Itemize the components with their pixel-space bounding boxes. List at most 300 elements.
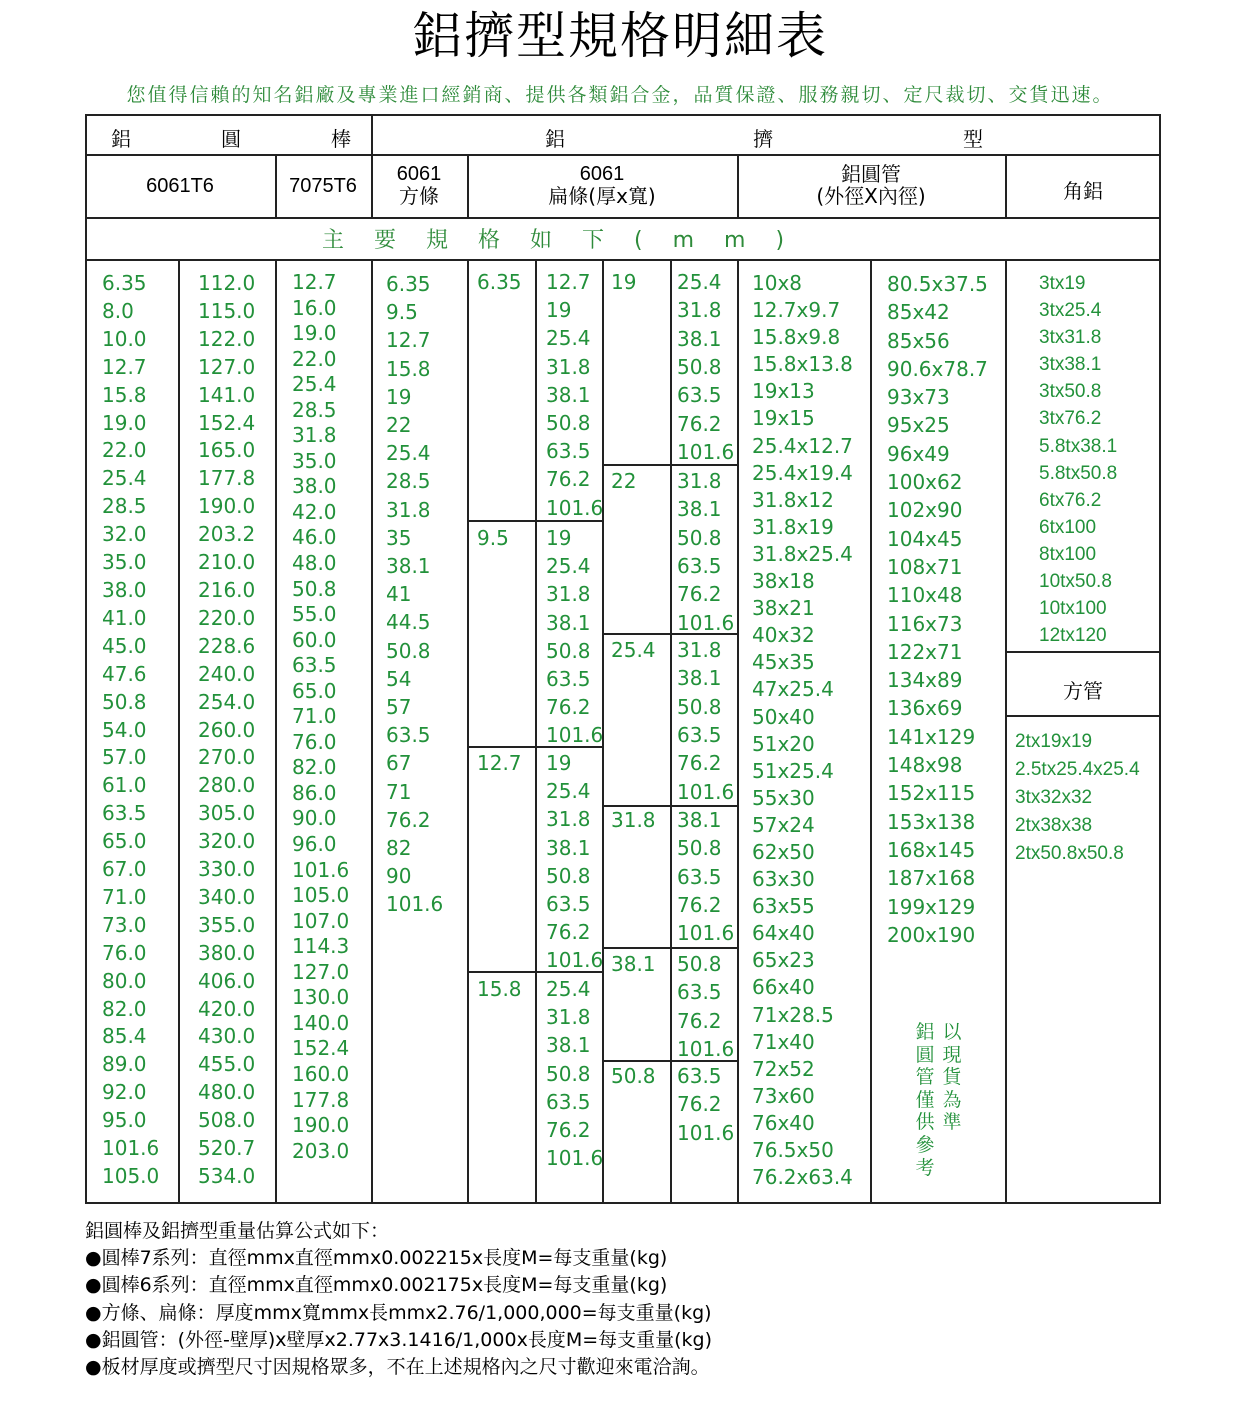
round-6061-col-a	[102, 270, 159, 1191]
spec-value: 71x28.5	[752, 1002, 834, 1027]
spec-value: 101.6	[386, 892, 444, 917]
spec-value: 76.0	[102, 940, 147, 965]
spec-value: 3tx19	[1039, 273, 1086, 294]
flat-width: 50.8	[677, 525, 722, 550]
spec-value: 520.7	[198, 1136, 256, 1161]
spec-value: 12.7	[386, 328, 431, 353]
spec-value: 127.0	[292, 959, 350, 984]
spec-value: 47x25.4	[752, 677, 834, 702]
header-square-line2: 方條	[399, 184, 439, 208]
spec-value: 80.0	[102, 968, 147, 993]
flat-width: 38.1	[677, 497, 722, 522]
spec-value: 38x18	[752, 569, 815, 594]
flat-thickness: 15.8	[477, 977, 522, 1001]
spec-value: 148x98	[887, 753, 963, 778]
spec-value: 240.0	[198, 661, 256, 686]
flat-width: 101.6	[546, 723, 604, 748]
flat-width: 101.6	[677, 610, 735, 635]
spec-value: 190.0	[292, 1113, 350, 1138]
spec-value: 100x62	[887, 470, 963, 495]
flat-width: 76.2	[546, 695, 591, 720]
spec-value: 50.8	[386, 638, 431, 663]
spec-value: 101.6	[292, 857, 350, 882]
body-divider-10	[1005, 259, 1007, 1203]
spec-value: 57x24	[752, 812, 815, 837]
spec-value: 3tx31.8	[1039, 327, 1102, 349]
header-extrusion-char-2: 擠	[753, 127, 773, 151]
header-divider-2	[85, 217, 1161, 219]
flat-width: 31.8	[546, 1005, 591, 1030]
spec-value: 203.2	[198, 522, 256, 547]
spec-value: 19x15	[752, 406, 815, 431]
header-round-tube	[737, 163, 1005, 207]
spec-value: 114.3	[292, 934, 350, 959]
square-tube-col	[1015, 728, 1140, 868]
spec-value: 6.35	[102, 271, 147, 295]
spec-value: 228.6	[198, 633, 256, 658]
header-tube-line2: (外徑X內徑)	[816, 184, 926, 208]
spec-value: 25.4	[386, 441, 431, 466]
header-7075t6: 7075T6	[289, 175, 357, 197]
spec-value: 2.5tx25.4x25.4	[1015, 759, 1140, 780]
spec-value: 63.5	[102, 801, 147, 826]
spec-value: 92.0	[102, 1080, 147, 1105]
spec-value: 3tx50.8	[1039, 381, 1102, 403]
spec-value: 96x49	[887, 441, 950, 466]
spec-value: 85x56	[887, 328, 950, 353]
spec-value: 63x30	[752, 867, 815, 892]
spec-value: 165.0	[198, 438, 256, 463]
flat-width: 101.6	[546, 1146, 604, 1171]
spec-value: 55.0	[292, 602, 337, 627]
round-7075-col	[292, 270, 349, 1164]
spec-value: 60.0	[292, 627, 337, 652]
header-dimensions: 主要規格如下(mm)	[322, 228, 815, 253]
spec-value: 340.0	[198, 884, 256, 909]
header-6061t6: 6061T6	[146, 175, 214, 197]
tube-note-reference: 鋁圓管僅供參考	[915, 1021, 935, 1179]
header-divider-1	[85, 154, 1161, 156]
spec-value: 355.0	[198, 912, 256, 937]
flat-width: 63.5	[546, 667, 591, 691]
flat-width: 76.2	[546, 1118, 591, 1142]
spec-value: 152.4	[198, 410, 256, 435]
spec-value: 107.0	[292, 908, 350, 933]
flat-width: 63.5	[677, 980, 722, 1005]
flat-thickness: 9.5	[477, 526, 509, 550]
spec-value: 15.8	[102, 382, 147, 407]
spec-value: 108x71	[887, 554, 963, 579]
spec-value: 110x48	[887, 583, 963, 608]
spec-value: 280.0	[198, 773, 256, 798]
spec-value: 19	[386, 384, 412, 409]
spec-table	[85, 114, 1161, 1204]
header-flat-bar	[467, 163, 737, 207]
header-angle: 角鋁	[1063, 179, 1103, 203]
header-tube-line1: 鋁圓管	[841, 162, 901, 186]
spec-value: 380.0	[198, 940, 256, 965]
spec-value: 25.4x12.7	[752, 433, 853, 458]
spec-value: 46.0	[292, 525, 337, 550]
spec-value: 15.8x9.8	[752, 325, 841, 350]
angle-col	[1039, 270, 1117, 649]
spec-value: 25.4	[292, 372, 337, 397]
tube-col-b	[887, 270, 988, 949]
spec-value: 76.2x63.4	[752, 1165, 853, 1190]
spec-value: 3tx38.1	[1039, 354, 1102, 376]
spec-value: 8tx100	[1039, 543, 1097, 565]
body-divider-2	[275, 259, 277, 1203]
flat-width: 76.2	[677, 892, 722, 917]
header-flat-line1: 6061	[579, 163, 625, 185]
spec-value: 76x40	[752, 1110, 815, 1135]
spec-value: 71	[386, 779, 412, 804]
spec-value: 480.0	[198, 1080, 256, 1105]
spec-value: 3tx32x32	[1015, 787, 1093, 808]
flat-width: 63.5	[677, 864, 722, 889]
header-round-char-3: 棒	[331, 127, 351, 151]
flat-width: 38.1	[677, 808, 722, 832]
flat-thickness: 12.7	[477, 751, 522, 775]
spec-value: 508.0	[198, 1108, 256, 1133]
spec-value: 25.4	[102, 466, 147, 491]
flat-width: 63.5	[677, 722, 722, 747]
spec-value: 71.0	[292, 704, 337, 729]
spec-value: 177.8	[198, 466, 256, 491]
flat-width: 101.6	[677, 779, 735, 804]
spec-value: 90.0	[292, 806, 337, 831]
spec-value: 305.0	[198, 801, 256, 826]
spec-value: 57.0	[102, 745, 147, 770]
spec-value: 199x129	[887, 894, 976, 919]
note-line: ●板材厚度或擠型尺寸因規格眾多，不在上述規格內之尺寸歡迎來電洽詢。	[85, 1356, 710, 1379]
flat-width: 76.2	[677, 411, 722, 436]
spec-value: 10.0	[102, 326, 147, 351]
spec-value: 220.0	[198, 605, 256, 630]
spec-value: 115.0	[198, 298, 256, 323]
spec-value: 430.0	[198, 1024, 256, 1049]
spec-value: 136x69	[887, 696, 963, 721]
note-line: ●鋁圓管：(外徑-壁厚)x壁厚x2.77x3.1416/1,000x長度M=每支重量(kg)	[85, 1328, 713, 1351]
spec-value: 203.0	[292, 1138, 350, 1163]
square-tube-divider-bottom	[1005, 715, 1161, 717]
flat-width: 101.6	[546, 495, 604, 520]
note-line: ●方條、扁條：厚度mmx寬mmx長mmx2.76/1,000,000=每支重量(kg)	[85, 1301, 712, 1324]
flat-width: 25.4	[546, 977, 591, 1001]
spec-value: 67.0	[102, 857, 147, 882]
flat-width: 50.8	[546, 1061, 591, 1086]
spec-value: 55x30	[752, 785, 815, 810]
spec-value: 76.2	[386, 807, 431, 832]
flat-width: 50.8	[546, 638, 591, 663]
body-divider-4	[467, 259, 469, 1203]
spec-value: 45.0	[102, 633, 147, 658]
spec-value: 95x25	[887, 413, 950, 438]
spec-value: 19x13	[752, 379, 815, 404]
spec-value: 82.0	[292, 755, 337, 780]
header-extrusion-char-1: 鋁	[545, 127, 565, 151]
flat-thickness: 6.35	[477, 270, 522, 294]
spec-value: 187x168	[887, 866, 976, 891]
flat-group-divider	[602, 464, 737, 466]
spec-value: 38.0	[292, 474, 337, 499]
spec-value: 22.0	[102, 438, 147, 463]
spec-value: 122x71	[887, 639, 963, 664]
header-flat-line2: 扁條(厚x寬)	[548, 184, 656, 208]
table-border-bottom	[85, 1202, 1161, 1204]
spec-value: 85x42	[887, 300, 950, 325]
spec-value: 15.8	[386, 356, 431, 381]
spec-value: 127.0	[198, 354, 256, 379]
round-6061-col-b	[198, 270, 255, 1191]
spec-value: 6.35	[386, 272, 431, 296]
spec-value: 15.8x13.8	[752, 352, 853, 377]
spec-value: 16.0	[292, 295, 337, 320]
spec-value: 63.5	[292, 653, 337, 678]
spec-value: 65.0	[292, 678, 337, 703]
spec-value: 62x50	[752, 839, 815, 864]
page-title: 鋁擠型規格明細表	[412, 7, 828, 65]
flat-width: 38.1	[546, 835, 591, 860]
spec-value: 122.0	[198, 326, 256, 351]
spec-value: 2tx38x38	[1015, 815, 1093, 836]
spec-value: 86.0	[292, 780, 337, 805]
spec-value: 38.1	[386, 554, 431, 579]
spec-value: 130.0	[292, 985, 350, 1010]
spec-value: 31.8x12	[752, 487, 834, 512]
flat-width: 25.4	[677, 270, 722, 294]
spec-value: 102x90	[887, 498, 963, 523]
flat-thickness: 38.1	[611, 952, 656, 976]
spec-value: 330.0	[198, 857, 256, 882]
spec-value: 19.0	[292, 321, 337, 346]
spec-value: 12tx120	[1039, 625, 1107, 647]
spec-value: 45x35	[752, 650, 815, 675]
spec-value: 6tx76.2	[1039, 489, 1102, 511]
flat-width: 31.8	[677, 638, 722, 662]
spec-value: 177.8	[292, 1087, 350, 1112]
header-divider-3	[85, 259, 1161, 261]
spec-value: 65x23	[752, 948, 815, 973]
spec-value: 160.0	[292, 1061, 350, 1086]
spec-value: 71x40	[752, 1029, 815, 1054]
spec-value: 25.4x19.4	[752, 460, 853, 485]
spec-value: 152.4	[292, 1036, 350, 1061]
spec-value: 168x145	[887, 837, 976, 862]
spec-value: 320.0	[198, 829, 256, 854]
spec-value: 50.8	[292, 576, 337, 601]
flat-width: 38.1	[546, 382, 591, 407]
flat-width: 76.2	[677, 1008, 722, 1033]
spec-value: 64x40	[752, 921, 815, 946]
flat-thickness: 31.8	[611, 808, 656, 832]
flat-width: 50.8	[546, 863, 591, 888]
tube-col-a	[752, 270, 853, 1191]
spec-value: 80.5x37.5	[887, 272, 988, 296]
flat-width: 31.8	[546, 807, 591, 832]
flat-width: 50.8	[677, 952, 722, 976]
spec-value: 42.0	[292, 499, 337, 524]
spec-value: 73.0	[102, 912, 147, 937]
flat-thickness: 25.4	[611, 638, 656, 662]
spec-value: 5.8tx50.8	[1039, 462, 1118, 484]
flat-width: 63.5	[546, 439, 591, 464]
flat-thickness: 50.8	[611, 1064, 656, 1088]
spec-value: 140.0	[292, 1010, 350, 1035]
spec-value: 105.0	[292, 883, 350, 908]
spec-value: 95.0	[102, 1108, 147, 1133]
spec-value: 93x73	[887, 385, 950, 410]
flat-width: 31.8	[546, 582, 591, 607]
flat-width: 63.5	[546, 1089, 591, 1114]
spec-value: 35	[386, 525, 412, 550]
spec-value: 73x60	[752, 1083, 815, 1108]
spec-value: 35.0	[292, 448, 337, 473]
spec-value: 85.4	[102, 1024, 147, 1049]
spec-value: 76.5x50	[752, 1138, 834, 1162]
spec-value: 19.0	[102, 410, 147, 435]
flat-width: 19	[546, 298, 572, 323]
spec-value: 200x190	[887, 922, 976, 947]
spec-value: 406.0	[198, 968, 256, 993]
note-line: ●圓棒7系列：直徑mmx直徑mmx0.002215x長度M=每支重量(kg)	[85, 1247, 668, 1270]
spec-value: 38.0	[102, 577, 147, 602]
flat-width: 101.6	[677, 439, 735, 464]
spec-value: 57	[386, 695, 412, 720]
square-tube-divider-top	[1005, 651, 1161, 653]
table-border-top	[85, 114, 1161, 116]
spec-value: 82.0	[102, 996, 147, 1021]
spec-value: 63x55	[752, 894, 815, 919]
flat-thickness: 19	[611, 270, 637, 294]
flat-width: 31.8	[546, 354, 591, 379]
spec-value: 2tx19x19	[1015, 731, 1093, 752]
spec-value: 216.0	[198, 577, 256, 602]
spec-value: 9.5	[386, 300, 418, 325]
body-divider-8	[737, 259, 739, 1203]
spec-value: 41.0	[102, 605, 147, 630]
spec-value: 12.7	[102, 354, 147, 379]
flat-width: 101.6	[677, 1036, 735, 1061]
spec-value: 8.0	[102, 298, 134, 323]
spec-value: 10x8	[752, 271, 803, 295]
spec-value: 96.0	[292, 832, 337, 857]
header-round-char-2: 圓	[221, 127, 241, 151]
flat-width: 76.2	[677, 751, 722, 776]
spec-value: 90.6x78.7	[887, 356, 988, 381]
header-square-line1: 6061	[396, 163, 442, 185]
spec-value: 104x45	[887, 526, 963, 551]
flat-thickness: 22	[611, 469, 637, 493]
header-square-tube: 方管	[1063, 679, 1103, 703]
spec-value: 31.8	[292, 423, 337, 448]
spec-value: 134x89	[887, 668, 963, 693]
spec-value: 51x25.4	[752, 758, 834, 783]
spec-value: 10tx100	[1039, 598, 1107, 620]
flat-width: 76.2	[546, 920, 591, 945]
flat-group-divider	[602, 947, 737, 949]
spec-value: 50x40	[752, 704, 815, 729]
spec-value: 3tx25.4	[1039, 300, 1102, 322]
spec-value: 31.8	[386, 497, 431, 522]
spec-value: 5.8tx38.1	[1039, 435, 1118, 457]
spec-value: 260.0	[198, 717, 256, 742]
notes-heading: 鋁圓棒及鋁擠型重量估算公式如下：	[85, 1220, 390, 1242]
spec-value: 82	[386, 836, 412, 861]
spec-value: 534.0	[198, 1164, 256, 1188]
body-divider-1	[178, 259, 180, 1203]
spec-value: 141.0	[198, 382, 256, 407]
spec-value: 89.0	[102, 1052, 147, 1077]
flat-width: 19	[546, 751, 572, 775]
flat-width: 38.1	[677, 666, 722, 691]
spec-value: 31.8x25.4	[752, 541, 853, 566]
spec-value: 90	[386, 864, 412, 889]
flat-width: 50.8	[546, 411, 591, 435]
flat-group-divider	[467, 520, 602, 522]
spec-value: 22.0	[292, 346, 337, 371]
spec-value: 41	[386, 582, 412, 607]
spec-value: 47.6	[102, 661, 147, 686]
body-divider-5	[535, 259, 537, 1203]
flat-width: 50.8	[677, 694, 722, 719]
spec-value: 38x21	[752, 596, 815, 621]
spec-value: 254.0	[198, 689, 256, 714]
spec-value: 22	[386, 413, 412, 438]
flat-width: 63.5	[677, 553, 722, 578]
flat-width: 38.1	[546, 610, 591, 635]
flat-width: 50.8	[677, 354, 722, 379]
flat-width: 76.2	[677, 1092, 722, 1117]
header-square-bar	[371, 163, 467, 207]
spec-value: 65.0	[102, 829, 147, 854]
body-divider-9	[870, 259, 872, 1203]
spec-value: 420.0	[198, 996, 256, 1021]
flat-width: 25.4	[546, 779, 591, 804]
square-bar-col	[386, 270, 443, 919]
spec-value: 270.0	[198, 745, 256, 770]
spec-value: 51x20	[752, 731, 815, 756]
flat-width: 12.7	[546, 270, 591, 294]
spec-value: 101.6	[102, 1136, 160, 1161]
flat-width: 101.6	[677, 921, 735, 946]
spec-value: 2tx50.8x50.8	[1015, 843, 1124, 864]
flat-width: 25.4	[546, 326, 591, 351]
spec-value: 153x138	[887, 809, 976, 834]
spec-value: 54	[386, 666, 412, 691]
flat-width: 101.6	[546, 948, 604, 973]
spec-value: 72x52	[752, 1056, 815, 1081]
body-divider-3	[371, 259, 373, 1203]
spec-value: 12.7	[292, 270, 337, 294]
subtitle: 您值得信賴的知名鋁廠及專業進口經銷商、提供各類鋁合金，品質保證、服務親切、定尺裁切、交貨迅速。	[126, 84, 1114, 106]
flat-width: 63.5	[677, 383, 722, 408]
spec-value: 32.0	[102, 522, 147, 547]
spec-value: 54.0	[102, 717, 147, 742]
flat-width: 38.1	[677, 326, 722, 351]
spec-value: 105.0	[102, 1164, 160, 1188]
spec-value: 31.8x19	[752, 514, 834, 539]
flat-width: 38.1	[546, 1033, 591, 1058]
spec-value: 28.5	[102, 494, 147, 519]
flat-width: 76.2	[677, 582, 722, 607]
spec-value: 112.0	[198, 271, 256, 295]
spec-value: 71.0	[102, 884, 147, 909]
spec-value: 190.0	[198, 494, 256, 519]
flat-width: 25.4	[546, 554, 591, 579]
table-border-right	[1159, 114, 1161, 1204]
spec-value: 455.0	[198, 1052, 256, 1077]
